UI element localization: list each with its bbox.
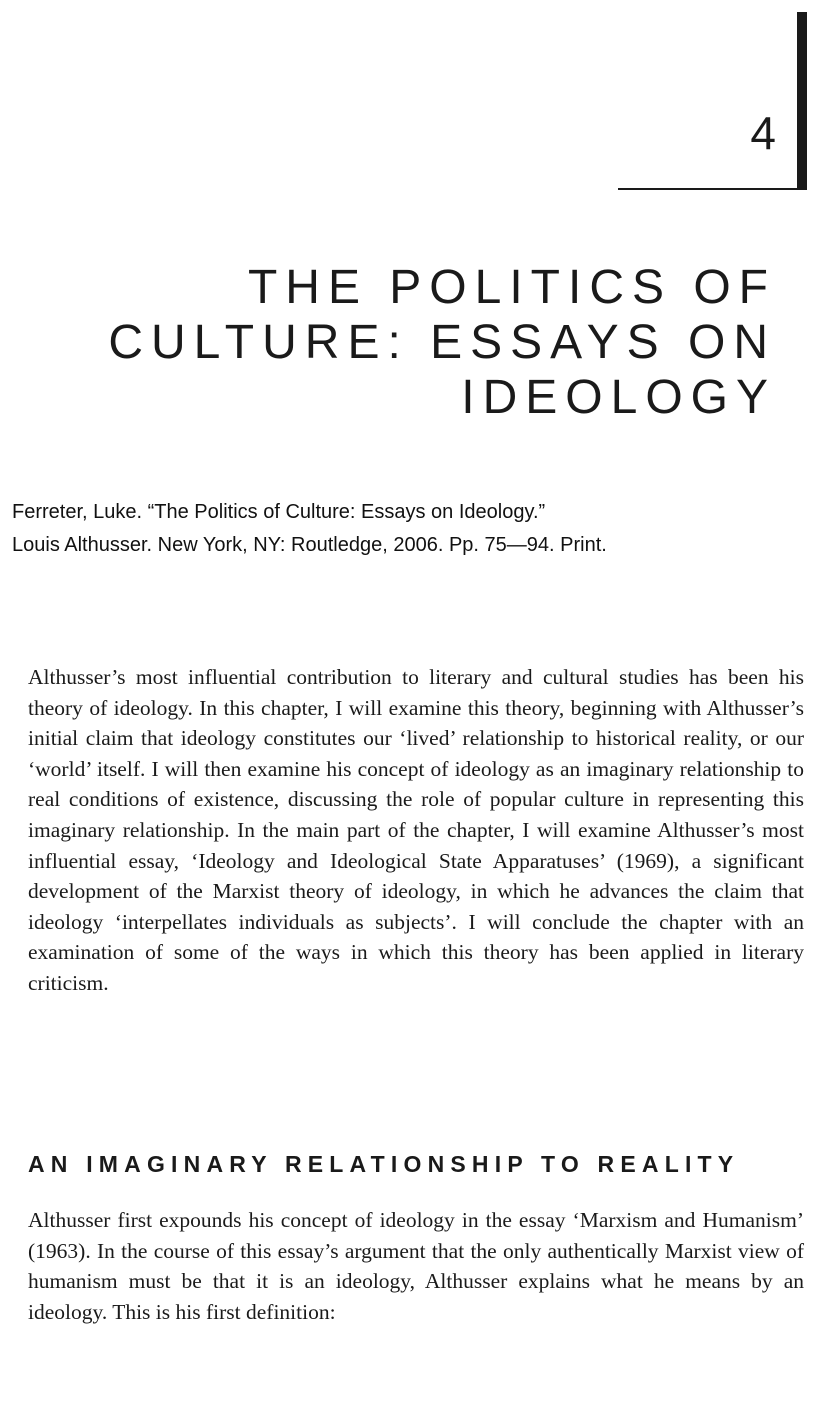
intro-paragraph: Althusser’s most influential contribution to literary and cultural studies has been his theory of ideology. In this chapter, I will examine this theory, beginning with Althusser’s initial claim that ideology constitutes our ‘lived’ relationship to historical reality, or our ‘world’ itself. I will then examine his concept of ideology as an imaginary relationship to real conditions of existence, discussing the role of popular culture in representing this imaginary relationship. In the main part of the chapter, I will examine Althusser’s most influential essay, ‘Ideology and Ideological State Apparatuses’ (1969), a significant development of the Marxist theory of ideology, in which he advances the claim that ideology ‘interpellates individuals as subjects’. I will conclude the chapter with an examination of some of the ways in which this theory has been applied in literary criticism.: [28, 665, 804, 995]
chapter-title: THE POLITICS OF CULTURE: ESSAYS ON IDEOLOGY: [108, 261, 776, 424]
citation-line-2: Louis Althusser. New York, NY: Routledge, 2006. Pp. 75—94. Print.: [12, 534, 607, 556]
citation-line-1: Ferreter, Luke. “The Politics of Culture: Essays on Ideology.”: [12, 501, 546, 523]
section-heading: AN IMAGINARY RELATIONSHIP TO REALITY: [28, 1151, 740, 1177]
chapter-number: 4: [750, 107, 776, 159]
chapter-marker-rule: [618, 188, 798, 190]
citation: [12, 496, 802, 562]
chapter-marker-bar: [797, 12, 807, 190]
section-paragraph: Althusser first expounds his concept of ideology in the essay ‘Marxism and Humanism’ (1963). In the course of this essay’s argument that the only authentically Marxist view of humanism must be that it is an ideology, Althusser explains what he means by an ideology. This is his first definition:: [28, 1208, 804, 1324]
